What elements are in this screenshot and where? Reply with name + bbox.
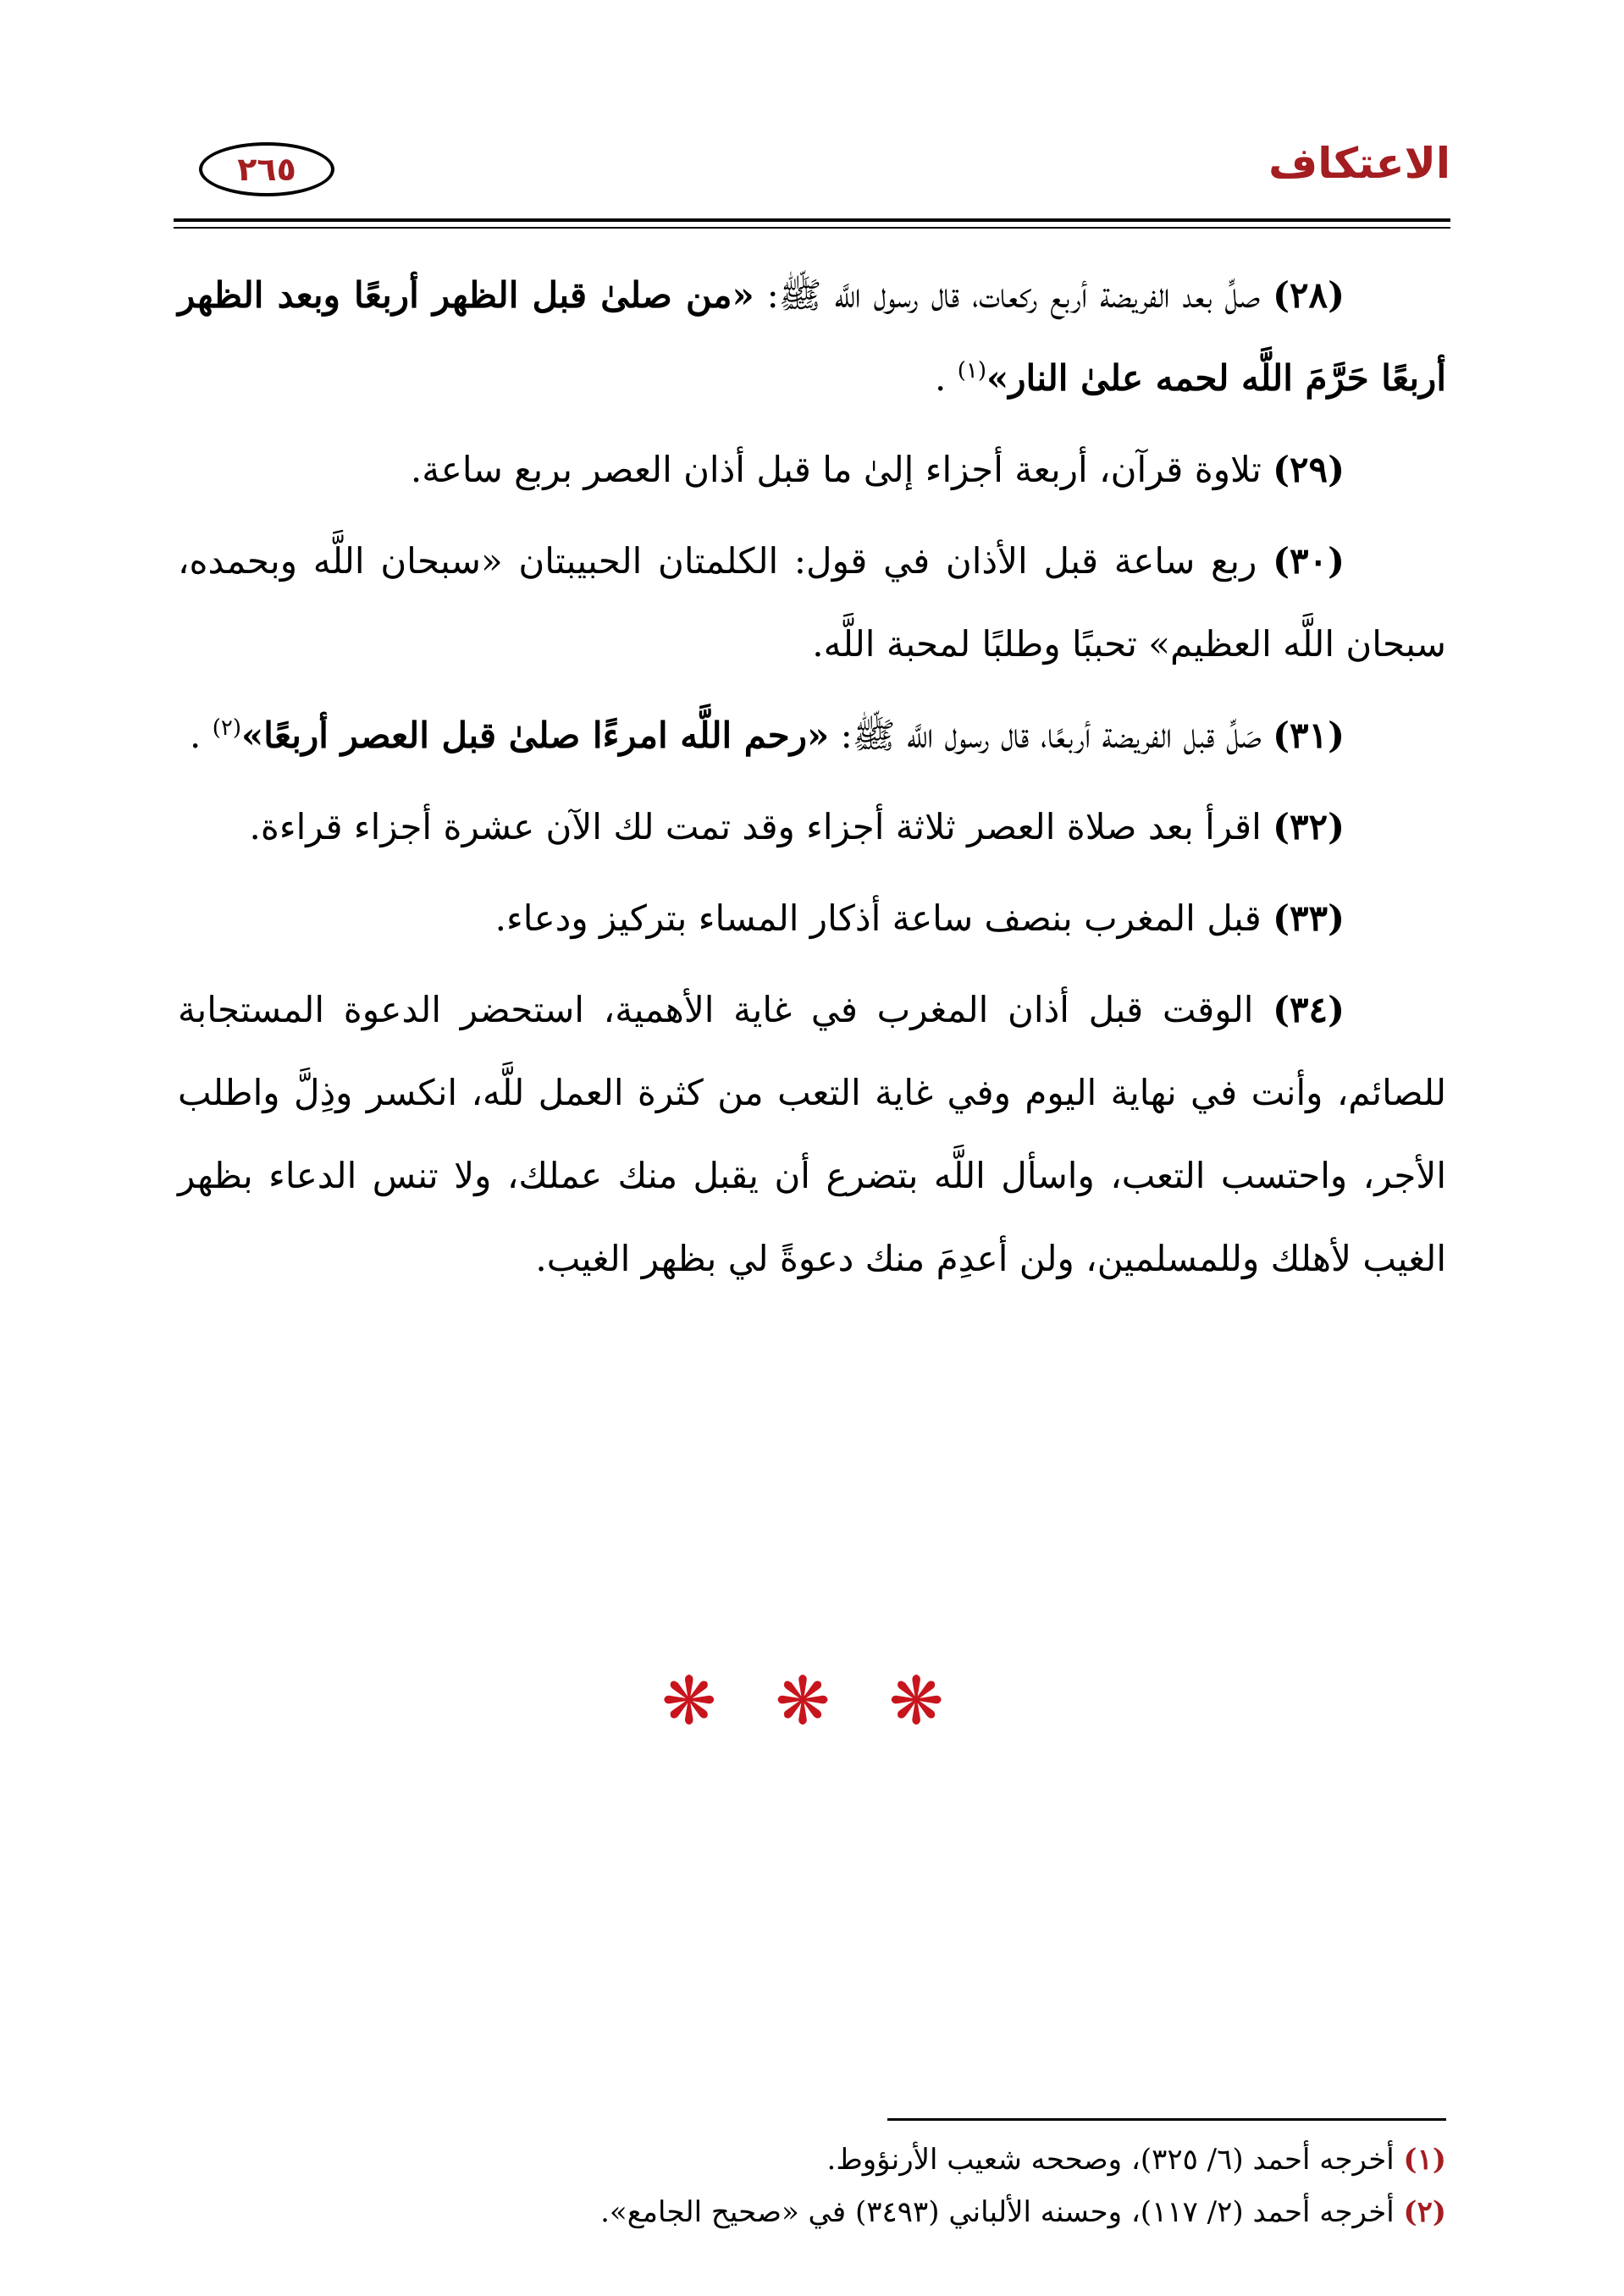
page-header	[174, 127, 1450, 220]
paragraph-text: صَلِّ قبل الفريضة أربعًا، قال رسول اللَّه ﷺ:	[829, 715, 1262, 756]
paragraph-text: تلاوة قرآن، أربعة أجزاء إلىٰ ما قبل أذان العصر بربع ساعة.	[410, 449, 1262, 490]
paragraph-text: اقرأ بعد صلاة العصر ثلاثة أجزاء وقد تمت لك الآن عشرة أجزاء قراءة.	[249, 806, 1262, 847]
header-rule-thick	[174, 218, 1450, 222]
paragraph-number: (٣١)	[1273, 715, 1345, 756]
section-separator-stars: ❋ ❋ ❋	[661, 1664, 963, 1740]
paragraph-number: (٢٩)	[1273, 449, 1345, 490]
hadith-quote: «رحم اللَّه امرءًا صلىٰ قبل العصر أربعًا»	[241, 715, 830, 756]
paragraph-text: قبل المغرب بنصف ساعة أذكار المساء بتركيز ودعاء.	[494, 897, 1262, 939]
paragraph-tail: .	[190, 715, 202, 756]
paragraph-33	[178, 877, 1446, 960]
paragraph-text: ربع ساعة قبل الأذان في قول: الكلمتان الحبيبتان «سبحان اللَّه وبحمده، سبحان اللَّه العظيم» تحببًا وطلبًا لمحبة اللَّه.	[178, 540, 1446, 665]
footnote-2	[178, 2186, 1446, 2238]
paragraph-text: الوقت قبل أذان المغرب في غاية الأهمية، استحضر الدعوة المستجابة للصائم، وأنت في نهاية اليوم وفي غاية التعب من كثرة العمل للَّه، انكسر وذِلَّ واطلب الأجر، واحتسب التعب، واسأل اللَّه بتضرع أن يقبل منك عملك، ولا تنس الدعاء بظهر الغيب لأهلك وللمسلمين، ولن أعدِمَ منك دعوةً لي بظهر الغيب.	[178, 989, 1446, 1279]
paragraph-31	[178, 694, 1446, 777]
page-number-badge: ٢٦٥	[199, 142, 334, 196]
footnote-number: (٢)	[1403, 2195, 1446, 2229]
paragraph-29	[178, 428, 1446, 511]
footnote-ref[interactable]: (٢)	[212, 715, 241, 741]
paragraph-number: (٣٣)	[1273, 897, 1345, 939]
chapter-title: الاعتكاف	[1268, 139, 1450, 188]
paragraph-number: (٣٢)	[1273, 806, 1345, 847]
main-text	[178, 254, 1446, 1309]
footnote-number: (١)	[1403, 2143, 1446, 2177]
paragraph-34	[178, 969, 1446, 1300]
hadith-quote: «من صلىٰ قبل الظهر أربعًا وبعد الظهر أربعًا حَرَّمَ اللَّه لحمه علىٰ النار»	[178, 274, 1446, 399]
paragraph-28	[178, 254, 1446, 420]
footnote-text: أخرجه أحمد (٢/ ١١٧)، وحسنه الألباني (٣٤٩٣) في «صحيح الجامع».	[600, 2195, 1395, 2229]
paragraph-number: (٣٠)	[1273, 540, 1345, 582]
paragraph-text: صلِّ بعد الفريضة أربع ركعات، قال رسول اللَّه ﷺ:	[754, 274, 1261, 316]
paragraph-tail: .	[935, 357, 947, 399]
footnote-ref[interactable]: (١)	[957, 358, 986, 384]
footnote-text: أخرجه أحمد (٦/ ٣٢٥)، وصححه شعيب الأرنؤوط.	[826, 2143, 1395, 2177]
paragraph-number: (٣٤)	[1273, 989, 1345, 1030]
paragraph-number: (٢٨)	[1273, 274, 1345, 316]
paragraph-30	[178, 520, 1446, 686]
footnote-1	[178, 2133, 1446, 2186]
footnotes	[178, 2133, 1446, 2238]
header-rule-thin	[174, 227, 1450, 229]
paragraph-32	[178, 786, 1446, 869]
footnote-rule	[887, 2118, 1446, 2121]
